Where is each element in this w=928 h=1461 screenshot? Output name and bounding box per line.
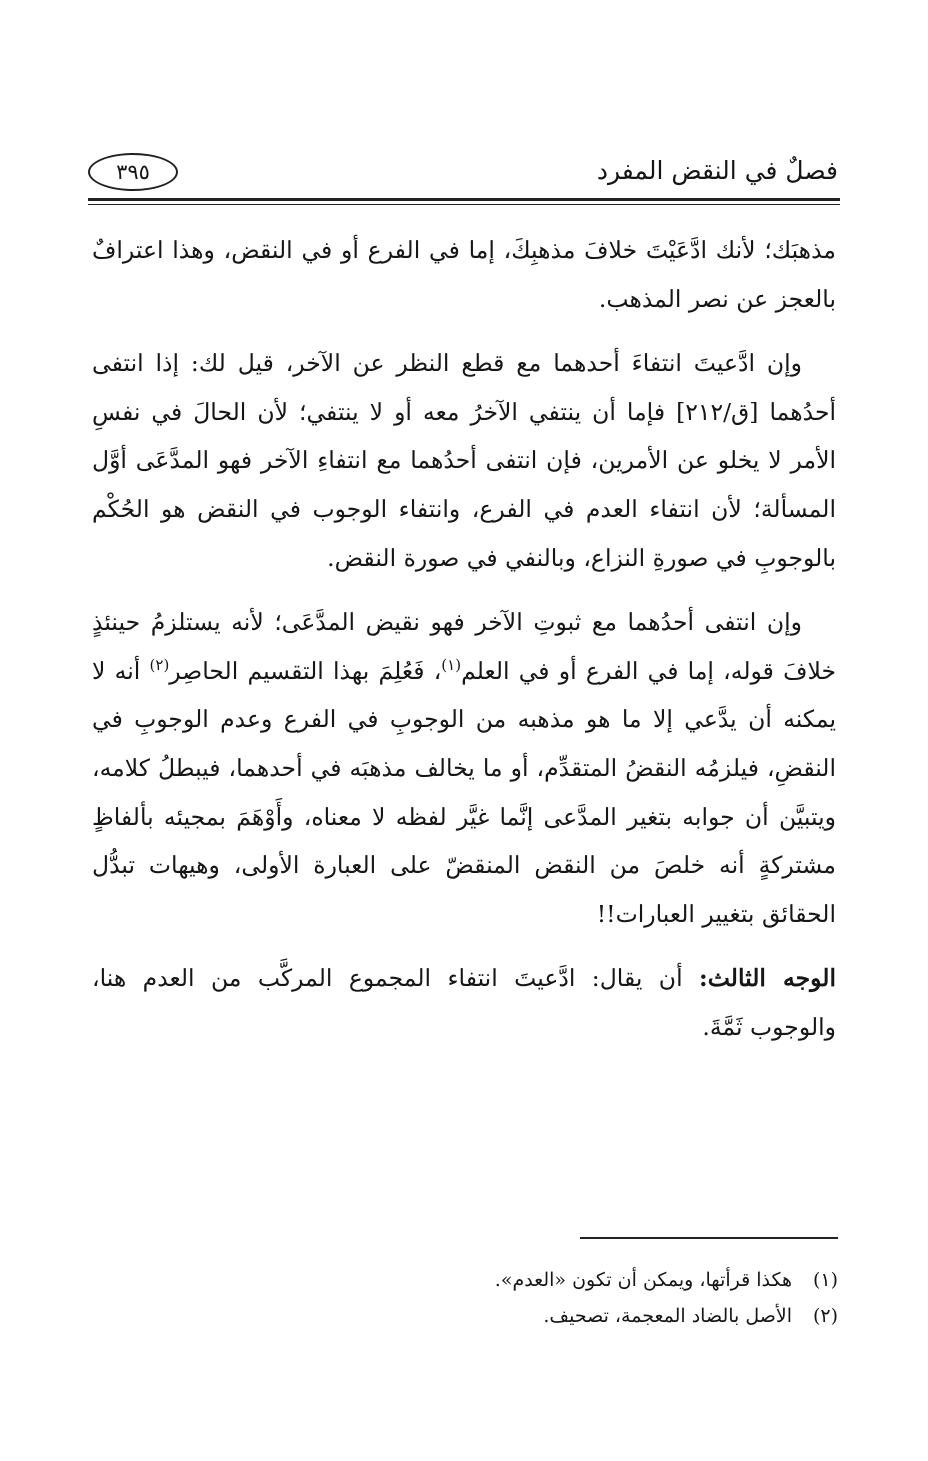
footnote-2-number: (٢) bbox=[812, 1305, 838, 1327]
paragraph-1: مذهبَك؛ لأنك ادَّعَيْتَ خلافَ مذهبِكَ، إما في الفرع أو في النقض، وهذا اعترافٌ بالعجز عن نصر المذهب. bbox=[92, 236, 836, 313]
footnote-2-text: الأصل بالضاد المعجمة، تصحيف. bbox=[543, 1305, 792, 1327]
page-header bbox=[88, 146, 840, 198]
paragraph-4-text: أن يقال: ادَّعيتَ انتفاء المجموع المركَّب من العدم هنا، والوجوب ثَمَّةَ. bbox=[92, 964, 836, 1041]
footnote-1-number: (١) bbox=[812, 1269, 838, 1291]
footnote-2 bbox=[92, 1298, 838, 1334]
header-rule-thick bbox=[88, 198, 840, 201]
running-title: فصلٌ في النقض المفرد bbox=[596, 156, 838, 185]
footnotes bbox=[92, 1262, 838, 1334]
footnote-marker-2: (٢) bbox=[149, 655, 170, 674]
footnote-separator bbox=[580, 1237, 838, 1239]
section-label: الوجه الثالث: bbox=[699, 964, 836, 993]
paragraph-3-part-2: ، فَعُلِمَ بهذا التقسيم الحاصِر bbox=[169, 656, 442, 685]
paragraph-3-part-1: وإن انتفى أحدُهما مع ثبوتِ الآخر فهو نقيض المدَّعَى؛ لأنه يستلزمُ حينئذٍ خلافَ قوله، إما في الفرع أو في العلم bbox=[92, 608, 837, 685]
paragraph-4 bbox=[92, 954, 836, 1051]
paragraph-2: وإن ادَّعيتَ انتفاءَ أحدهما مع قطع النظر عن الآخر، قيل لك: إذا انتفى أحدُهما [ق/٢١٢] فإما أن ينتفي الآخرُ معه أو لا ينتفي؛ لأن الحالَ في نفسِ الأمر لا يخلو عن الأمرين، فإن انتفى أحدُهما مع انتفاءِ الآخر فهو المدَّعَى أوَّل المسألة؛ لأن انتفاء العدم في الفرع، وانتفاء الوجوب في النقض هو الحُكْم بالوجوبِ في صورةِ النزاع، وبالنفي في صورة النقض. bbox=[92, 349, 836, 572]
paragraph-3-part-3: أنه لا يمكنه أن يدَّعي إلا ما هو مذهبه من الوجوبِ في الفرع وعدم الوجوبِ في النقضِ، فيلزمُه النقضُ المتقدِّم، أو ما يخالف مذهبَه في أحدهما، فيبطلُ كلامه، ويتبيَّن أن جوابه بتغير المدَّعى إنَّما غيَّر لفظه لا معناه، وأَوْهَمَ بمجيئه بألفاظٍ مشتركةٍ أنه خلصَ من النقض المنقضّ على العبارة الأولى، وهيهات تبدُّل الحقائق بتغيير العبارات!! bbox=[92, 656, 837, 928]
footnote-1-text: هكذا قرأتها، ويمكن أن تكون «العدم». bbox=[494, 1269, 792, 1291]
main-text bbox=[92, 226, 836, 1068]
footnote-marker-1: (١) bbox=[441, 655, 462, 674]
footnote-1 bbox=[92, 1262, 838, 1298]
paragraph-3 bbox=[92, 598, 836, 938]
header-rule-thin bbox=[88, 204, 840, 205]
page-number: ٣٩٥ bbox=[88, 153, 178, 191]
